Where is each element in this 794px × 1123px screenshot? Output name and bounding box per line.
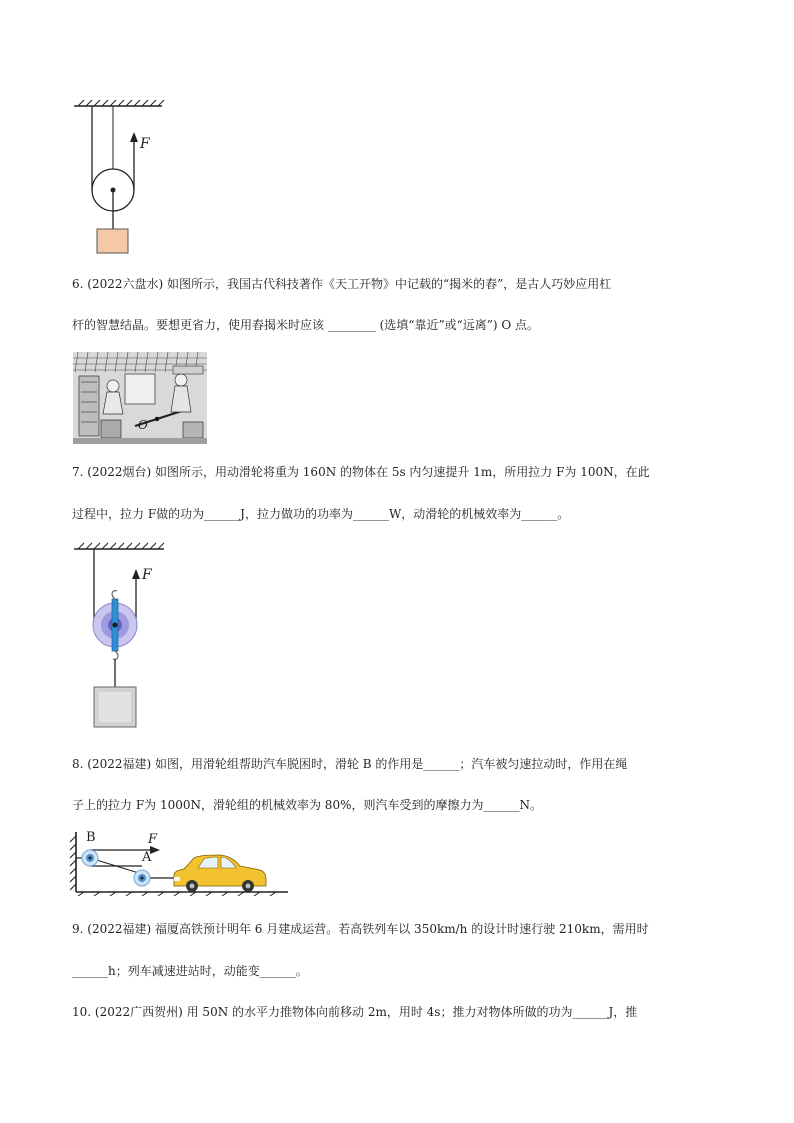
question-8-line-1: 8. (2022福建) 如图，用滑轮组帮助汽车脱困时，滑轮 B 的作用是______；汽车被匀速拉动时，作用在绳 xyxy=(72,757,628,771)
pulley-label-a: A xyxy=(142,850,152,865)
force-label-f: F xyxy=(142,567,152,583)
figure-pulley-car xyxy=(70,830,290,896)
question-10-line-1: 10. (2022广西贺州) 用 50N 的水平力推物体向前移动 2m，用时 4s；推力对物体所做的功为______J，推 xyxy=(72,1005,638,1019)
figure-rice-pounder-engraving xyxy=(73,352,207,444)
question-6-line-1: 6. (2022六盘水) 如图所示，我国古代科技著作《天工开物》中记载的“揭米的舂”，是古人巧妙应用杠 xyxy=(72,277,612,291)
force-label-f: F xyxy=(148,832,158,847)
figure-movable-pulley xyxy=(72,541,172,731)
question-9-line-1: 9. (2022福建) 福厦高铁预计明年 6 月建成运营。若高铁列车以 350km/h 的设计时速行驶 210km，需用时 xyxy=(72,922,649,936)
pulley-label-b: B xyxy=(86,830,96,845)
force-label-f: F xyxy=(140,136,150,152)
question-9-line-2: ______h；列车减速进站时，动能变______。 xyxy=(72,964,308,978)
question-6-line-2: 杆的智慧结晶。要想更省力，使用舂揭米时应该 ________ (选填“靠近”或“远离”) O 点。 xyxy=(72,318,540,332)
question-7-line-2: 过程中，拉力 F做的功为______J，拉力做功的功率为______W，动滑轮的机械效率为______。 xyxy=(72,507,570,521)
figure-fixed-pulley xyxy=(70,98,170,258)
pivot-label-o: O xyxy=(138,418,148,432)
question-7-line-1: 7. (2022烟台) 如图所示，用动滑轮将重为 160N 的物体在 5s 内匀速提升 1m，所用拉力 F为 100N，在此 xyxy=(72,465,650,479)
question-8-line-2: 子上的拉力 F为 1000N，滑轮组的机械效率为 80%，则汽车受到的摩擦力为______N。 xyxy=(72,798,542,812)
